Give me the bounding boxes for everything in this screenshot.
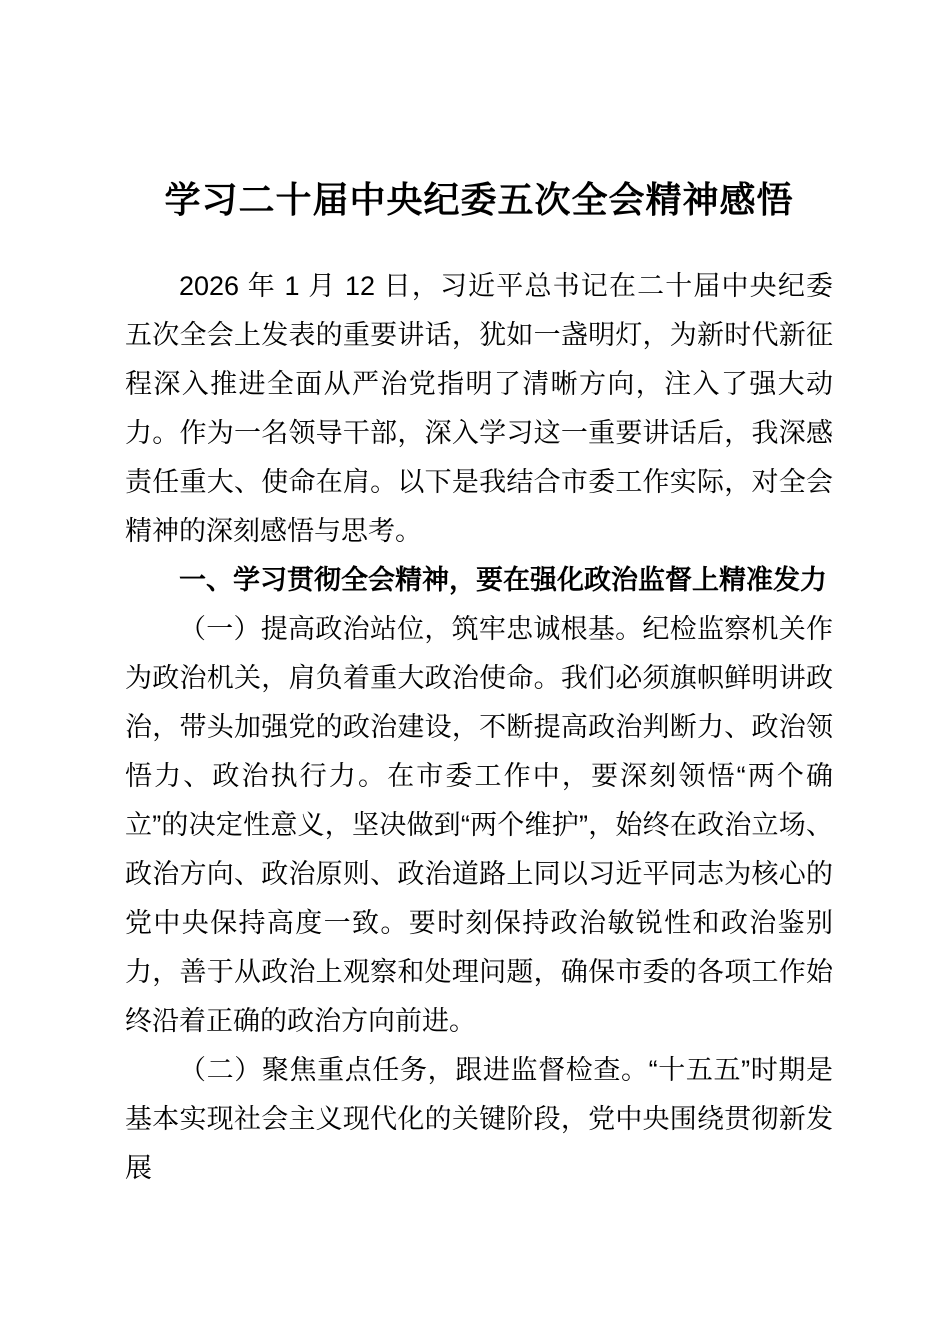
body-paragraph-point-2: （二）聚焦重点任务，跟进监督检查。“十五五”时期是基本实现社会主义现代化的关键阶段，党中央围绕贯彻新发展 xyxy=(125,1055,833,1183)
document-content xyxy=(125,176,833,1193)
document-title: 学习二十届中央纪委五次全会精神感悟 xyxy=(164,179,794,220)
body-paragraph-intro: 2026 年 1 月 12 日，习近平总书记在二十届中央纪委五次全会上发表的重要讲话，犹如一盏明灯，为新时代新征程深入推进全面从严治党指明了清晰方向，注入了强大动力。作为一名领导干部，深入学习这一重要讲话后，我深感责任重大、使命在肩。以下是我结合市委工作实际，对全会精神的深刻感悟与思考。 xyxy=(125,271,833,546)
section-heading-1: 一、学习贯彻全会精神，要在强化政治监督上精准发力 xyxy=(179,565,827,595)
body-paragraph-point-1: （一）提高政治站位，筑牢忠诚根基。纪检监察机关作为政治机关，肩负着重大政治使命。我们必须旗帜鲜明讲政治，带头加强党的政治建设，不断提高政治判断力、政治领悟力、政治执行力。在市委工作中，要深刻领悟“两个确立”的决定性意义，坚决做到“两个维护”，始终在政治立场、政治方向、政治原则、政治道路上同以习近平同志为核心的党中央保持高度一致。要时刻保持政治敏锐性和政治鉴别力，善于从政治上观察和处理问题，确保市委的各项工作始终沿着正确的政治方向前进。 xyxy=(125,614,833,1036)
